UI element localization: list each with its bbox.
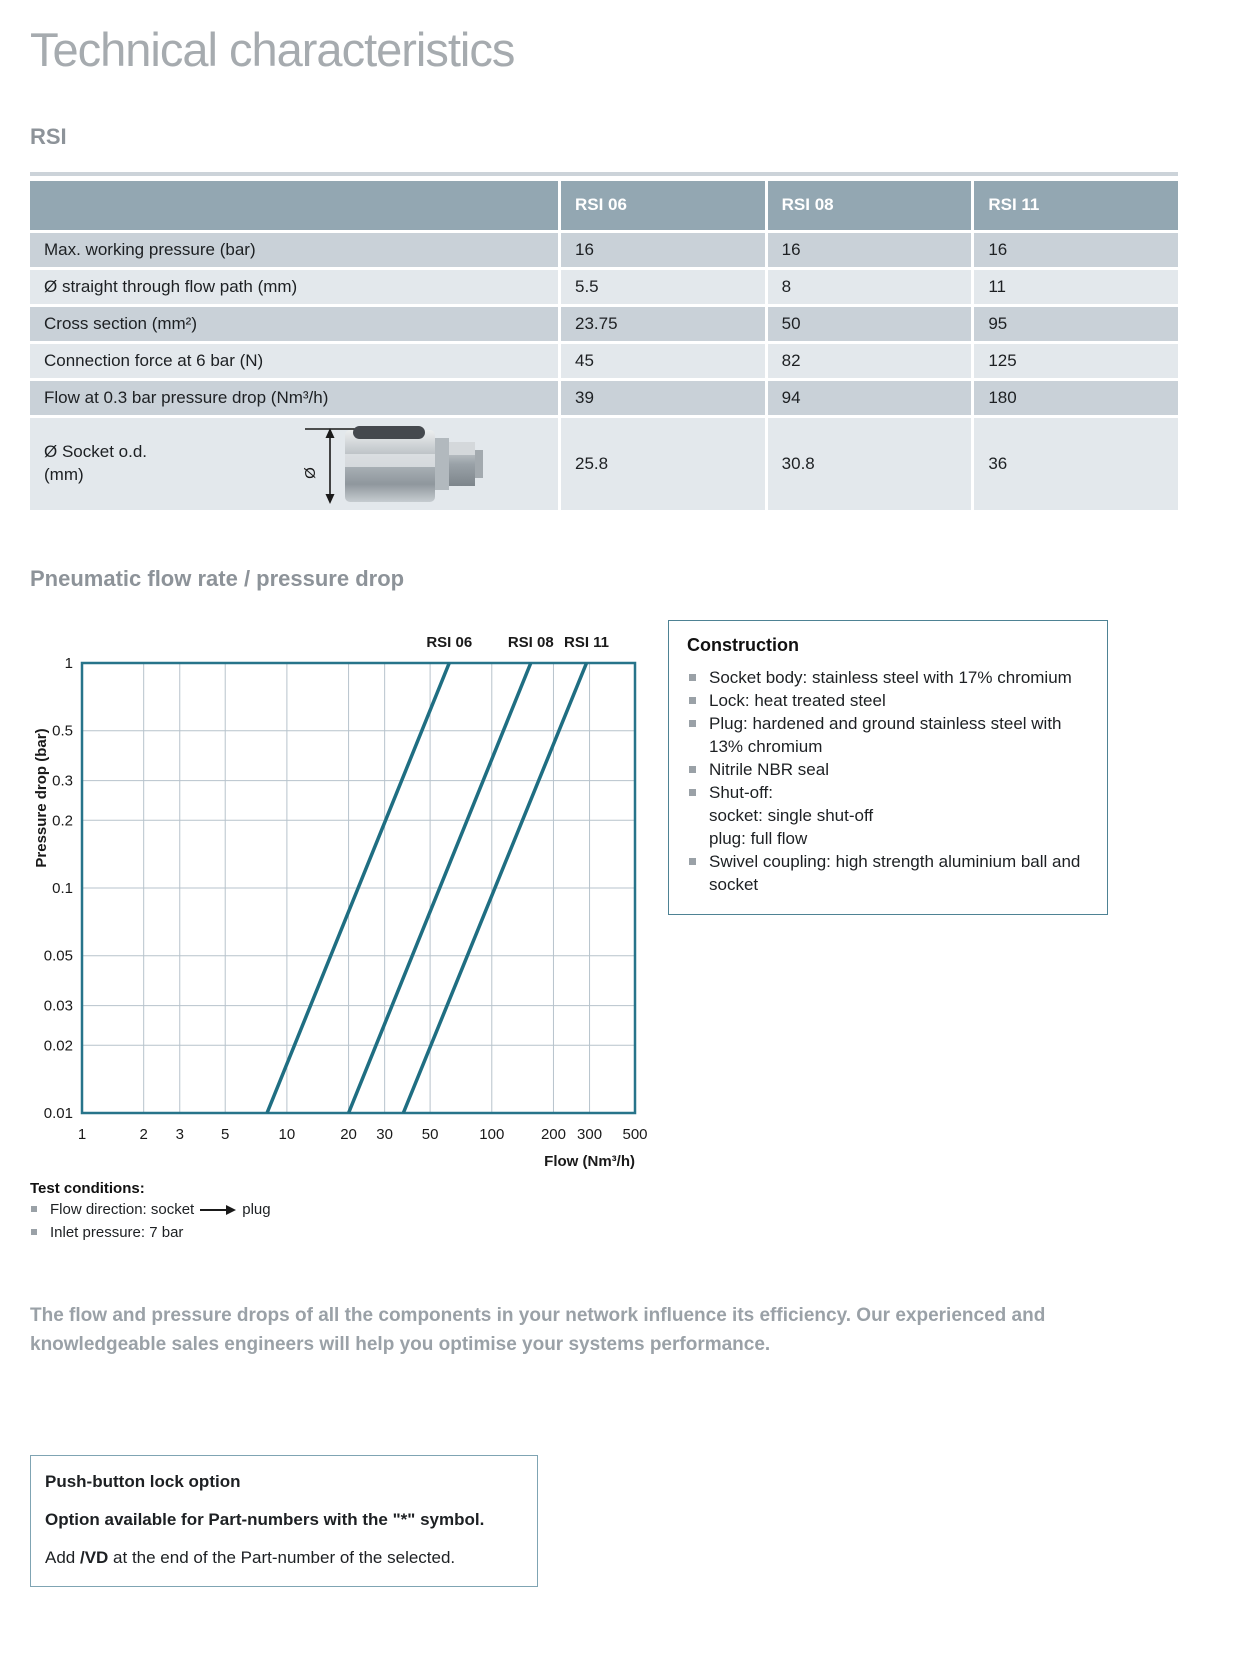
- socket-diameter-illustration: [297, 422, 487, 506]
- chart-series-label: RSI 11: [564, 633, 610, 651]
- list-item-text: Plug: hardened and ground stainless steel with 13% chromium: [709, 713, 1062, 756]
- chart-y-tick-label: 1: [64, 654, 73, 672]
- square-bullet-icon: [689, 674, 696, 681]
- chart-y-tick-label: 0.1: [52, 879, 73, 897]
- spec-table-grid: [30, 181, 1178, 510]
- chart-x-tick-label: 30: [376, 1125, 393, 1143]
- square-bullet-icon: [689, 766, 696, 773]
- push-box-title: Push-button lock option: [45, 1471, 241, 1491]
- chart-x-tick-label: 200: [540, 1125, 566, 1143]
- flow-direction-suffix: plug: [242, 1200, 271, 1218]
- spec-table: [30, 172, 1178, 510]
- chart-x-tick-label: 20: [340, 1125, 357, 1143]
- chart-y-tick-label: 0.02: [43, 1036, 73, 1054]
- column-header-rsi06: RSI 06: [561, 181, 765, 230]
- chart-x-tick-label: 1: [77, 1125, 87, 1143]
- construction-list: [687, 666, 1089, 804]
- list-item: [687, 689, 1089, 712]
- chart-x-tick-label: 2: [139, 1125, 148, 1143]
- cell-value: 25.8: [561, 418, 765, 510]
- cell-value: 5.5: [561, 270, 765, 304]
- cell-value: 16: [974, 233, 1178, 267]
- chart-y-tick-label: 0.03: [43, 997, 73, 1015]
- cell-value: 36: [974, 418, 1178, 510]
- chart-x-tick-label: 3: [175, 1125, 184, 1143]
- cell-value: 8: [768, 270, 972, 304]
- push-box-line2-bold: /VD: [79, 1547, 109, 1567]
- cell-value: 11: [974, 270, 1178, 304]
- chart-x-tick-label: 10: [278, 1125, 296, 1143]
- chart-y-tick-label: 0.5: [52, 722, 73, 740]
- flow-direction-prefix: Flow direction: socket: [50, 1200, 195, 1218]
- cell-value: 39: [561, 381, 765, 415]
- push-box-line1: Option available for Part-numbers with the "*" symbol.: [45, 1509, 485, 1529]
- chart-series-label: RSI 08: [507, 633, 554, 651]
- diameter-dimension-arrow: [326, 428, 335, 504]
- chart-y-tick-label: 0.05: [43, 947, 73, 965]
- cell-value: 180: [974, 381, 1178, 415]
- chart-x-tick-label: 50: [421, 1125, 439, 1143]
- right-arrow-icon: [200, 1205, 236, 1215]
- list-item-text: Socket body: stainless steel with 17% chromium: [709, 667, 1072, 687]
- square-bullet-icon: [31, 1206, 37, 1212]
- row-label: Cross section (mm²): [30, 307, 558, 341]
- test-conditions: [30, 1180, 1205, 1243]
- cell-value: 82: [768, 344, 972, 378]
- chart-x-tick-label: 100: [479, 1125, 505, 1143]
- table-top-strip: [30, 172, 1178, 176]
- list-item-subline: socket: single shut-off: [709, 805, 874, 825]
- column-header-rsi11: RSI 11: [974, 181, 1178, 230]
- chart-x-tick-label: 500: [622, 1125, 648, 1143]
- cell-value: 16: [561, 233, 765, 267]
- flow-pressure-chart: [30, 598, 652, 1170]
- construction-title: Construction: [687, 634, 799, 655]
- push-button-lock-option-box: [30, 1455, 538, 1587]
- row-label-unit: (mm): [44, 464, 84, 484]
- square-bullet-icon: [689, 720, 696, 727]
- square-bullet-icon: [689, 697, 696, 704]
- list-item-text: Nitrile NBR seal: [709, 759, 829, 779]
- chart-x-tick-label: 300: [577, 1125, 603, 1143]
- chart-series-label: RSI 06: [426, 633, 473, 651]
- cell-value: 50: [768, 307, 972, 341]
- chart-y-tick-label: 0.01: [43, 1104, 73, 1122]
- list-item-subline: plug: full flow: [709, 828, 808, 848]
- chart-x-tick-label: 5: [221, 1125, 230, 1143]
- square-bullet-icon: [689, 789, 696, 796]
- cell-value: 125: [974, 344, 1178, 378]
- chart-y-axis-label: Pressure drop (bar): [33, 728, 50, 868]
- row-label-socket-od: [30, 418, 558, 510]
- cell-value: 95: [974, 307, 1178, 341]
- row-label: Flow at 0.3 bar pressure drop (Nm³/h): [30, 381, 558, 415]
- test-conditions-title: Test conditions:: [30, 1179, 145, 1197]
- cell-value: 30.8: [768, 418, 972, 510]
- inlet-pressure-text: Inlet pressure: 7 bar: [50, 1223, 184, 1241]
- cell-value: 23.75: [561, 307, 765, 341]
- construction-box: [668, 620, 1108, 915]
- square-bullet-icon: [31, 1229, 37, 1235]
- note-paragraph: The flow and pressure drops of all the components in your network influence its efficiency. Our experienced and knowledgeable sales engineers will help you optimise your systems performance.: [30, 1304, 1046, 1355]
- construction-list-cont: [687, 850, 1089, 896]
- socket-body: [345, 426, 483, 502]
- list-item: [687, 850, 1089, 896]
- test-condition-inlet-pressure: [30, 1223, 1205, 1243]
- list-item: [687, 781, 1089, 804]
- push-box-line2-suffix: at the end of the Part-number of the selected.: [108, 1547, 456, 1567]
- push-box-line2-prefix: Add: [45, 1547, 80, 1567]
- cell-value: 45: [561, 344, 765, 378]
- list-item: [687, 666, 1089, 689]
- row-label: Ø straight through flow path (mm): [30, 270, 558, 304]
- chart-y-tick-label: 0.2: [52, 811, 73, 829]
- cell-value: 16: [768, 233, 972, 267]
- chart-y-tick-label: 0.3: [52, 772, 73, 790]
- list-item: [687, 712, 1089, 758]
- chart-x-axis-label: Flow (Nm³/h): [544, 1152, 635, 1170]
- page-title: Technical characteristics: [30, 23, 515, 76]
- list-item-text: Lock: heat treated steel: [709, 690, 886, 710]
- list-item-text: Swivel coupling: high strength aluminium ball and socket: [709, 851, 1081, 894]
- row-label: Max. working pressure (bar): [30, 233, 558, 267]
- row-label: Ø Socket o.d.: [44, 441, 147, 461]
- row-label: Connection force at 6 bar (N): [30, 344, 558, 378]
- section-heading-chart: Pneumatic flow rate / pressure drop: [30, 565, 405, 591]
- push-box-line2: [45, 1548, 517, 1568]
- list-item: [687, 758, 1089, 781]
- cell-value: 94: [768, 381, 972, 415]
- list-item-text: Shut-off:: [709, 782, 773, 802]
- diameter-symbol: Ø: [302, 466, 319, 479]
- test-condition-flow-direction: [30, 1200, 1205, 1220]
- column-header-rsi08: RSI 08: [768, 181, 972, 230]
- square-bullet-icon: [689, 858, 696, 865]
- section-heading-rsi: RSI: [30, 123, 67, 149]
- table-corner-cell: [30, 181, 558, 230]
